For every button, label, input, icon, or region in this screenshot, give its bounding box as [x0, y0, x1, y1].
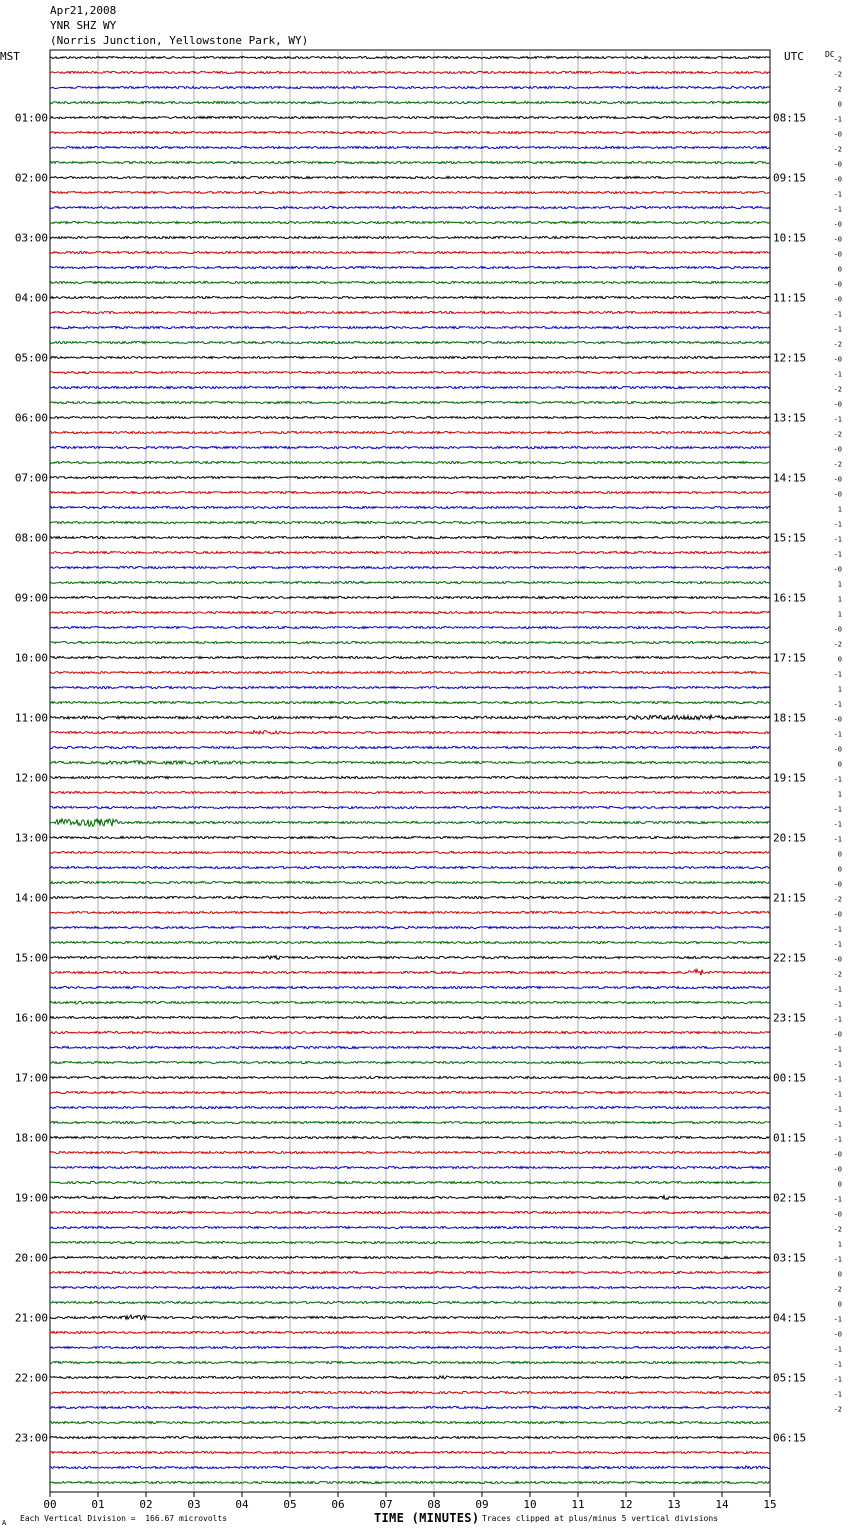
- dc-offset-label: -1: [833, 1375, 842, 1384]
- trace-line: [50, 1046, 770, 1048]
- clip-note: Traces clipped at plus/minus 5 vertical divisions: [482, 1514, 719, 1523]
- dc-offset-label: -1: [833, 730, 842, 739]
- dc-offset-label: -1: [833, 805, 842, 814]
- dc-offset-label: -2: [833, 70, 842, 79]
- dc-offset-label: -2: [833, 1285, 842, 1294]
- dc-offset-label: -2: [833, 340, 842, 349]
- dc-offset-label: 1: [837, 595, 842, 604]
- left-hour-label: 23:00: [14, 1431, 48, 1445]
- trace-line: [50, 1151, 770, 1153]
- trace-line: [50, 746, 770, 748]
- vertical-scale-note: Each Vertical Division = 166.67 microvolts: [20, 1514, 228, 1523]
- trace-line: [50, 776, 770, 778]
- left-hour-label: 13:00: [14, 831, 48, 845]
- trace-line: [50, 551, 770, 553]
- trace-line: [50, 1196, 770, 1200]
- trace-line: [50, 896, 770, 898]
- trace-line: [50, 1136, 770, 1138]
- dc-offset-label: 1: [837, 685, 842, 694]
- trace-line: [50, 296, 770, 298]
- dc-offset-label: -0: [833, 445, 842, 454]
- dc-offset-label: -0: [833, 490, 842, 499]
- dc-offset-label: -0: [833, 400, 842, 409]
- trace-line: [50, 1241, 770, 1243]
- dc-offset-label: -1: [833, 940, 842, 949]
- x-tick-label: 01: [91, 1498, 105, 1511]
- dc-offset-label: -1: [833, 1255, 842, 1264]
- trace-line: [50, 1331, 770, 1333]
- dc-offset-label: -0: [833, 880, 842, 889]
- right-hour-label: 00:15: [773, 1071, 807, 1085]
- trace-line: [50, 926, 770, 928]
- trace-line: [50, 281, 770, 283]
- left-hour-label: 15:00: [14, 951, 48, 965]
- left-timezone-label: MST: [0, 50, 20, 63]
- trace-line: [50, 819, 770, 826]
- trace-line: [50, 1106, 770, 1108]
- dc-offset-label: -2: [833, 1225, 842, 1234]
- right-hour-label: 20:15: [773, 831, 807, 845]
- x-tick-label: 03: [187, 1498, 201, 1511]
- trace-line: [50, 101, 770, 103]
- dc-offset-label: -1: [833, 370, 842, 379]
- left-hour-label: 04:00: [14, 291, 48, 305]
- x-tick-label: 05: [283, 1498, 297, 1511]
- trace-line: [50, 866, 770, 868]
- trace-line: [50, 1016, 770, 1018]
- trace-line: [50, 1391, 770, 1393]
- right-hour-label: 04:15: [773, 1311, 807, 1325]
- trace-line: [50, 1315, 770, 1319]
- trace-line: [50, 1121, 770, 1123]
- trace-line: [50, 431, 770, 433]
- trace-line: [50, 491, 770, 493]
- right-hour-label: 15:15: [773, 531, 807, 545]
- x-tick-label: 14: [715, 1498, 729, 1511]
- trace-line: [50, 715, 770, 720]
- trace-line: [50, 146, 770, 148]
- dc-offset-label: 0: [837, 100, 842, 109]
- right-hour-label: 13:15: [773, 411, 807, 425]
- dc-offset-label: -1: [833, 1135, 842, 1144]
- dc-offset-label: -2: [833, 1405, 842, 1414]
- trace-line: [50, 641, 770, 643]
- chart-date: Apr21,2008: [50, 4, 117, 17]
- dc-offset-label: -2: [833, 895, 842, 904]
- trace-line: [50, 730, 770, 734]
- dc-offset-label: -0: [833, 250, 842, 259]
- trace-line: [50, 581, 770, 583]
- trace-line: [50, 446, 770, 448]
- trace-line: [50, 116, 770, 118]
- trace-line: [50, 71, 770, 73]
- x-tick-label: 15: [763, 1498, 777, 1511]
- trace-line: [50, 326, 770, 328]
- trace-line: [50, 986, 770, 988]
- x-tick-label: 04: [235, 1498, 249, 1511]
- trace-line: [50, 131, 770, 133]
- dc-offset-label: -2: [833, 460, 842, 469]
- dc-offset-label: 0: [837, 1270, 842, 1279]
- dc-offset-label: -1: [833, 520, 842, 529]
- dc-offset-label: -1: [833, 1390, 842, 1399]
- dc-offset-label: -1: [833, 415, 842, 424]
- dc-offset-label: -1: [833, 1000, 842, 1009]
- dc-offset-label: -1: [833, 925, 842, 934]
- dc-offset-label: -0: [833, 1030, 842, 1039]
- dc-offset-label: -1: [833, 1195, 842, 1204]
- x-tick-label: 10: [523, 1498, 537, 1511]
- x-tick-label: 00: [43, 1498, 57, 1511]
- dc-offset-label: -0: [833, 130, 842, 139]
- trace-line: [50, 1406, 770, 1408]
- dc-offset-label: -0: [833, 160, 842, 169]
- trace-line: [50, 536, 770, 538]
- dc-offset-label: -2: [833, 640, 842, 649]
- left-hour-label: 02:00: [14, 171, 48, 185]
- trace-line: [50, 806, 770, 808]
- trace-line: [50, 1166, 770, 1168]
- trace-line: [50, 266, 770, 268]
- trace-line: [50, 1226, 770, 1228]
- dc-offset-label: -1: [833, 1105, 842, 1114]
- dc-offset-label: -0: [833, 475, 842, 484]
- trace-line: [50, 1031, 770, 1033]
- trace-line: [50, 911, 770, 913]
- trace-line: [50, 56, 770, 58]
- dc-offset-label: -0: [833, 220, 842, 229]
- dc-offset-label: 1: [837, 580, 842, 589]
- trace-line: [50, 356, 770, 358]
- x-tick-label: 11: [571, 1498, 585, 1511]
- dc-offset-header: DC: [825, 50, 835, 59]
- trace-line: [50, 1061, 770, 1063]
- dc-offset-label: -1: [833, 1345, 842, 1354]
- trace-line: [50, 236, 770, 238]
- trace-line: [50, 1466, 770, 1469]
- dc-offset-label: -0: [833, 745, 842, 754]
- trace-line: [50, 836, 770, 838]
- dc-offset-label: -1: [833, 1045, 842, 1054]
- trace-line: [50, 1271, 770, 1274]
- trace-line: [50, 506, 770, 508]
- trace-line: [50, 461, 770, 463]
- right-timezone-label: UTC: [784, 50, 804, 63]
- dc-offset-label: -1: [833, 535, 842, 544]
- left-hour-label: 22:00: [14, 1371, 48, 1385]
- right-hour-label: 18:15: [773, 711, 807, 725]
- dc-offset-label: -0: [833, 1150, 842, 1159]
- dc-offset-label: -0: [833, 625, 842, 634]
- right-hour-label: 19:15: [773, 771, 807, 785]
- right-hour-label: 06:15: [773, 1431, 807, 1445]
- right-hour-label: 03:15: [773, 1251, 807, 1265]
- trace-line: [50, 341, 770, 343]
- right-hour-label: 12:15: [773, 351, 807, 365]
- trace-line: [50, 1211, 770, 1213]
- right-hour-label: 16:15: [773, 591, 807, 605]
- x-tick-label: 07: [379, 1498, 393, 1511]
- x-tick-label: 12: [619, 1498, 633, 1511]
- left-hour-label: 20:00: [14, 1251, 48, 1265]
- right-hour-label: 14:15: [773, 471, 807, 485]
- trace-line: [50, 1436, 770, 1438]
- dc-offset-label: -0: [833, 355, 842, 364]
- dc-offset-label: -1: [833, 1315, 842, 1324]
- dc-offset-label: -2: [833, 430, 842, 439]
- dc-offset-label: 0: [837, 265, 842, 274]
- dc-offset-label: -2: [833, 55, 842, 64]
- right-hour-label: 08:15: [773, 111, 807, 125]
- trace-line: [50, 956, 770, 959]
- dc-offset-label: -2: [833, 145, 842, 154]
- left-hour-label: 06:00: [14, 411, 48, 425]
- x-tick-label: 02: [139, 1498, 153, 1511]
- left-hour-label: 19:00: [14, 1191, 48, 1205]
- dc-offset-label: -0: [833, 715, 842, 724]
- dc-offset-label: -1: [833, 310, 842, 319]
- dc-offset-label: -0: [833, 1330, 842, 1339]
- dc-offset-label: 0: [837, 655, 842, 664]
- right-hour-label: 05:15: [773, 1371, 807, 1385]
- dc-offset-label: -0: [833, 235, 842, 244]
- trace-line: [50, 1451, 770, 1453]
- right-hour-label: 22:15: [773, 951, 807, 965]
- left-hour-label: 03:00: [14, 231, 48, 245]
- dc-offset-label: -1: [833, 1015, 842, 1024]
- dc-offset-label: -1: [833, 115, 842, 124]
- dc-offset-label: -1: [833, 1360, 842, 1369]
- dc-offset-label: -1: [833, 985, 842, 994]
- right-hour-label: 11:15: [773, 291, 807, 305]
- chart-station-title: YNR SHZ WY: [50, 19, 117, 32]
- dc-offset-label: -1: [833, 1060, 842, 1069]
- dc-offset-label: -0: [833, 955, 842, 964]
- left-hour-label: 01:00: [14, 111, 48, 125]
- dc-offset-label: 0: [837, 850, 842, 859]
- dc-offset-label: -0: [833, 1210, 842, 1219]
- trace-line: [50, 686, 770, 688]
- trace-line: [50, 791, 770, 793]
- trace-line: [50, 191, 770, 193]
- dc-offset-label: -1: [833, 670, 842, 679]
- right-hour-label: 09:15: [773, 171, 807, 185]
- trace-line: [50, 1346, 770, 1348]
- trace-line: [50, 1181, 770, 1183]
- dc-offset-label: -1: [833, 1090, 842, 1099]
- dc-offset-label: -2: [833, 970, 842, 979]
- dc-offset-label: -1: [833, 190, 842, 199]
- trace-line: [50, 1001, 770, 1004]
- trace-line: [50, 221, 770, 223]
- trace-line: [50, 1076, 770, 1078]
- plot-frame: [50, 50, 770, 1492]
- left-hour-label: 16:00: [14, 1011, 48, 1025]
- dc-offset-label: -1: [833, 700, 842, 709]
- trace-line: [50, 941, 770, 943]
- trace-line: [50, 386, 770, 388]
- footer-mark: A: [2, 1519, 7, 1527]
- dc-offset-label: -0: [833, 565, 842, 574]
- trace-line: [50, 311, 770, 313]
- dc-offset-label: 1: [837, 610, 842, 619]
- trace-line: [50, 1301, 770, 1303]
- trace-line: [50, 1286, 770, 1288]
- left-hour-label: 09:00: [14, 591, 48, 605]
- trace-line: [50, 566, 770, 568]
- trace-line: [50, 416, 770, 418]
- dc-offset-label: -0: [833, 1165, 842, 1174]
- dc-offset-label: 1: [837, 790, 842, 799]
- dc-offset-label: -1: [833, 835, 842, 844]
- dc-offset-label: 0: [837, 865, 842, 874]
- left-hour-label: 08:00: [14, 531, 48, 545]
- trace-line: [50, 596, 770, 598]
- left-hour-label: 17:00: [14, 1071, 48, 1085]
- left-hour-label: 07:00: [14, 471, 48, 485]
- dc-offset-label: 0: [837, 1180, 842, 1189]
- dc-offset-label: 1: [837, 505, 842, 514]
- right-hour-label: 10:15: [773, 231, 807, 245]
- x-tick-label: 08: [427, 1498, 441, 1511]
- dc-offset-label: -0: [833, 280, 842, 289]
- trace-line: [50, 1376, 770, 1379]
- trace-line: [50, 881, 770, 883]
- trace-line: [50, 1481, 770, 1483]
- dc-offset-label: -0: [833, 910, 842, 919]
- dc-offset-label: -1: [833, 820, 842, 829]
- trace-line: [50, 371, 770, 373]
- dc-offset-label: -0: [833, 175, 842, 184]
- x-tick-label: 06: [331, 1498, 345, 1511]
- trace-line: [50, 251, 770, 253]
- dc-offset-label: -1: [833, 1120, 842, 1129]
- right-hour-label: 23:15: [773, 1011, 807, 1025]
- right-hour-label: 02:15: [773, 1191, 807, 1205]
- dc-offset-label: -1: [833, 205, 842, 214]
- trace-line: [50, 1256, 770, 1258]
- trace-line: [50, 1421, 770, 1423]
- trace-line: [50, 476, 770, 478]
- right-hour-label: 17:15: [773, 651, 807, 665]
- dc-offset-label: -1: [833, 550, 842, 559]
- x-tick-label: 13: [667, 1498, 681, 1511]
- trace-line: [50, 671, 770, 673]
- trace-line: [50, 206, 770, 208]
- left-hour-label: 05:00: [14, 351, 48, 365]
- trace-line: [50, 1361, 770, 1363]
- trace-line: [50, 401, 770, 403]
- trace-line: [50, 176, 770, 178]
- dc-offset-label: -0: [833, 295, 842, 304]
- left-hour-label: 11:00: [14, 711, 48, 725]
- dc-offset-label: 1: [837, 1240, 842, 1249]
- trace-line: [50, 656, 770, 658]
- trace-line: [50, 761, 770, 765]
- trace-line: [50, 626, 770, 628]
- left-hour-label: 10:00: [14, 651, 48, 665]
- trace-line: [50, 1091, 770, 1093]
- dc-offset-label: 0: [837, 760, 842, 769]
- right-hour-label: 01:15: [773, 1131, 807, 1145]
- left-hour-label: 18:00: [14, 1131, 48, 1145]
- x-axis-label: TIME (MINUTES): [374, 1511, 480, 1525]
- dc-offset-label: -1: [833, 1075, 842, 1084]
- trace-line: [50, 611, 770, 613]
- dc-offset-label: -1: [833, 325, 842, 334]
- trace-line: [50, 969, 770, 975]
- trace-line: [50, 851, 770, 853]
- x-tick-label: 09: [475, 1498, 489, 1511]
- trace-line: [50, 521, 770, 523]
- right-hour-label: 21:15: [773, 891, 807, 905]
- trace-line: [50, 701, 770, 703]
- left-hour-label: 14:00: [14, 891, 48, 905]
- left-hour-label: 21:00: [14, 1311, 48, 1325]
- trace-line: [50, 161, 770, 163]
- dc-offset-label: -1: [833, 775, 842, 784]
- dc-offset-label: 0: [837, 1300, 842, 1309]
- dc-offset-label: -2: [833, 385, 842, 394]
- chart-location-subtitle: (Norris Junction, Yellowstone Park, WY): [50, 34, 309, 47]
- left-hour-label: 12:00: [14, 771, 48, 785]
- dc-offset-label: -2: [833, 85, 842, 94]
- trace-line: [50, 86, 770, 88]
